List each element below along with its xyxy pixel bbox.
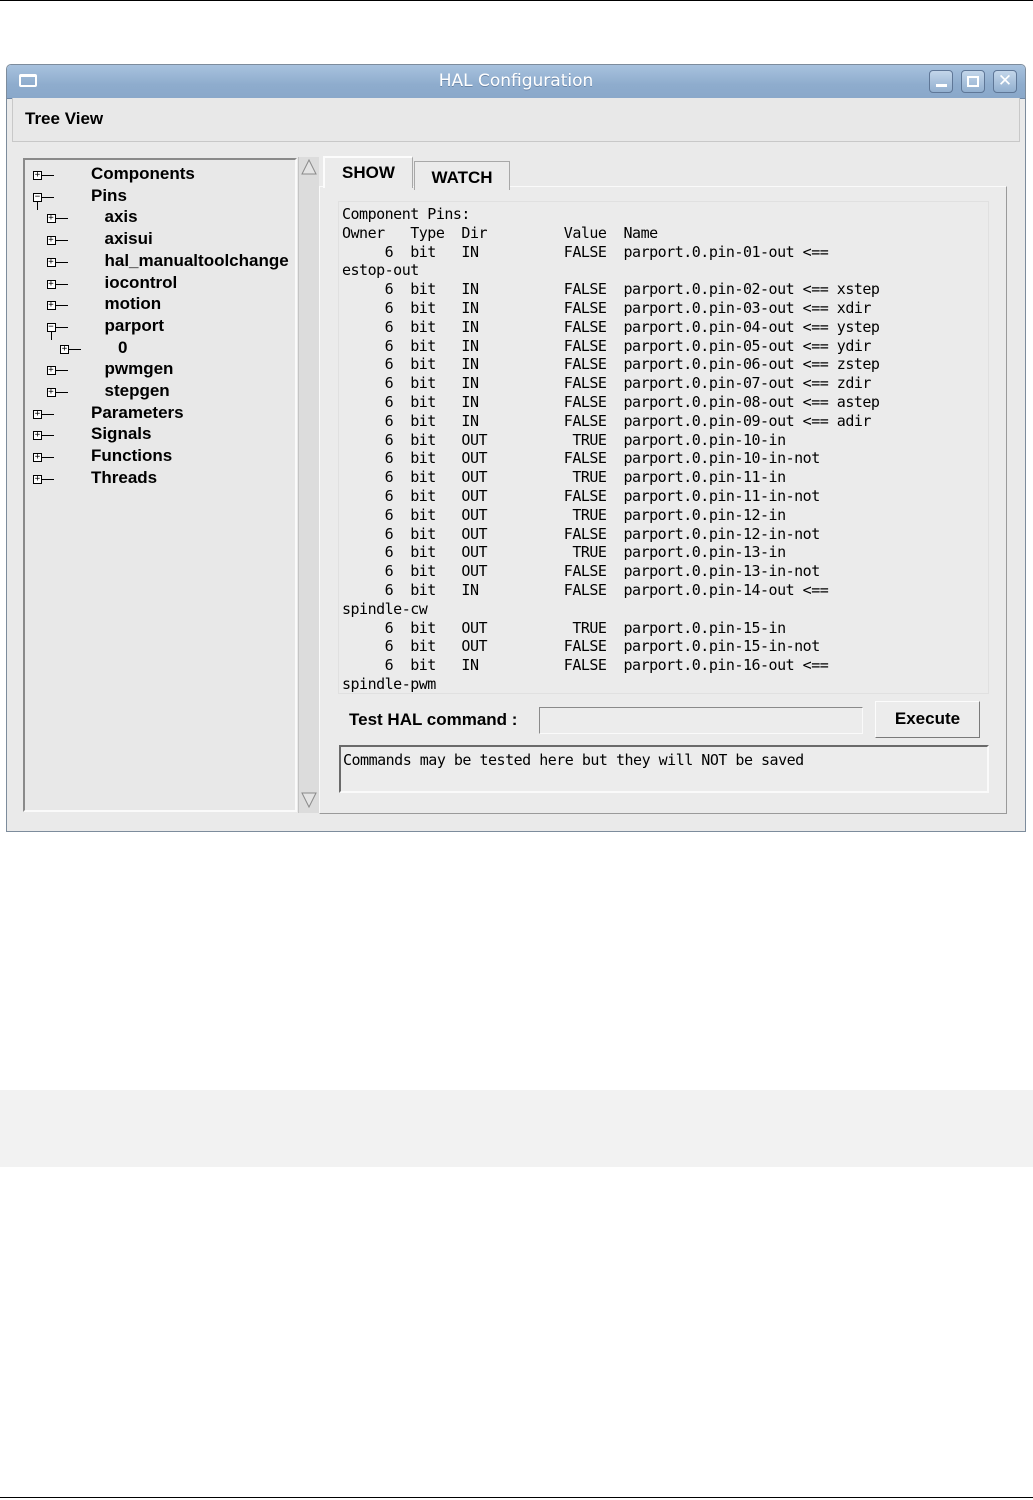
window-title: HAL Configuration: [438, 71, 594, 91]
tree-connector: [56, 284, 68, 285]
tree-connector: [56, 305, 68, 306]
tree-connector: [56, 370, 68, 371]
plus-box-icon[interactable]: +: [48, 387, 54, 397]
maximize-button[interactable]: [961, 70, 985, 93]
plus-box-icon[interactable]: +: [48, 235, 54, 246]
hal-command-input[interactable]: [539, 707, 863, 734]
tree-item-label[interactable]: Threads: [91, 467, 158, 487]
minimize-icon: [936, 84, 947, 87]
tree-connector: [42, 175, 54, 176]
scroll-down-arrow-icon[interactable]: [300, 791, 318, 809]
tree-connector: [56, 327, 68, 328]
page-bottom-rule: [0, 1497, 1033, 1498]
tree-item-label[interactable]: pwmgen: [104, 359, 174, 379]
tree-connector: [51, 332, 52, 340]
plus-box-icon[interactable]: +: [48, 213, 54, 224]
minus-box-icon[interactable]: −: [48, 321, 54, 332]
minus-box-icon[interactable]: −: [34, 191, 41, 202]
plus-box-icon[interactable]: +: [61, 343, 68, 354]
command-output-area: [339, 745, 989, 793]
tree-item-label[interactable]: hal_manualtoolchange: [104, 250, 289, 270]
tree-connector: [37, 202, 38, 210]
tree-item-label[interactable]: Parameters: [91, 402, 184, 422]
minimize-button[interactable]: [929, 70, 953, 93]
component-pins-text: [338, 201, 989, 694]
plus-box-icon[interactable]: +: [34, 170, 41, 180]
tree-connector: [42, 457, 54, 458]
tree-scrollbar[interactable]: [298, 157, 319, 813]
page-gray-band: [0, 1090, 1033, 1167]
tree-item-label[interactable]: Functions: [91, 446, 173, 466]
tree-connector: [56, 218, 68, 219]
tree-connector: [42, 197, 54, 198]
plus-box-icon[interactable]: +: [34, 452, 41, 463]
plus-box-icon[interactable]: +: [34, 430, 41, 441]
tree-view-panel: [23, 158, 297, 812]
title-bar[interactable]: [7, 65, 1025, 99]
tree-connector: [42, 414, 54, 415]
tree-item-label[interactable]: stepgen: [104, 381, 170, 400]
tree-item-label[interactable]: iocontrol: [104, 272, 178, 292]
tree-item-label[interactable]: Signals: [91, 424, 152, 444]
tree-item-label[interactable]: 0: [118, 337, 128, 357]
plus-box-icon[interactable]: +: [48, 278, 54, 289]
tree-connector: [56, 392, 68, 393]
tree-item-label[interactable]: axisui: [104, 229, 153, 249]
plus-box-icon[interactable]: +: [34, 473, 41, 484]
tab-watch[interactable]: WATCH: [414, 161, 510, 190]
close-button[interactable]: [993, 70, 1017, 93]
scroll-up-arrow-icon[interactable]: [300, 158, 318, 176]
plus-box-icon[interactable]: +: [34, 408, 41, 419]
tree-item-label[interactable]: axis: [104, 207, 138, 227]
close-icon: ✕: [997, 71, 1013, 91]
tree-connector: [56, 240, 68, 241]
tree-connector: [42, 435, 54, 436]
plus-box-icon[interactable]: +: [48, 300, 54, 311]
tree-item-label[interactable]: parport: [104, 315, 164, 335]
test-hal-command-label: Test HAL command :: [349, 710, 518, 729]
hal-configuration-window: [6, 64, 1026, 832]
tree-connector: [56, 262, 68, 263]
tree-view-tab-strip: [12, 98, 1020, 142]
maximize-icon: [967, 76, 979, 87]
tab-show[interactable]: SHOW: [323, 156, 413, 188]
tree-item-label[interactable]: motion: [104, 294, 162, 314]
command-output-text: Commands may be tested here but they will NOT be saved: [343, 751, 804, 769]
tree-item-label[interactable]: Pins: [91, 185, 127, 205]
page-top-rule: [0, 0, 1033, 1]
execute-button[interactable]: Execute: [875, 701, 980, 738]
tab-tree-view[interactable]: Tree View: [25, 109, 104, 128]
plus-box-icon[interactable]: +: [48, 256, 54, 267]
tree-connector: [69, 349, 81, 350]
tree-connector: [42, 479, 54, 480]
plus-box-icon[interactable]: +: [48, 365, 54, 376]
pins-listing: Component Pins: Owner Type Dir Value Name 6 bit IN FALSE parport.0.pin-01-out <== estop-out 6 bit IN FALSE parport.0.pin-02-out <== xstep 6 bit IN FALSE parport.0.pin-03-out <== xdir 6 bit IN FALSE parport.0.pin-04-out <== ystep 6 bit IN FALSE parport.0.pin-05-out <== ydir 6 bit IN FALSE parport.0.pin-06-out <== zstep 6 bit IN FALSE parport.0.pin-07-out <== zdir 6 bit IN FALSE parport.0.pin-08-out <== astep 6 bit IN FALSE parport.0.pin-09-out <== adir 6 bit OUT TRUE parport.0.pin-10-in 6 bit OUT FALSE parport.0.pin-10-in-not 6 bit OUT TRUE parport.0.pin-11-in 6 bit OUT FALSE parport.0.pin-11-in-not 6 bit OUT TRUE parport.0.pin-12-in 6 bit OUT FALSE parport.0.pin-12-in-not 6 bit OUT TRUE parport.0.pin-13-in 6 bit OUT FALSE parport.0.pin-13-in-not 6 bit IN FALSE parport.0.pin-14-out <== spindle-cw 6 bit OUT TRUE parport.0.pin-15-in 6 bit OUT FALSE parport.0.pin-15-in-not 6 bit IN FALSE parport.0.pin-16-out <== spindle-pwm: [342, 205, 880, 693]
tree-item-label[interactable]: Components: [91, 164, 195, 183]
